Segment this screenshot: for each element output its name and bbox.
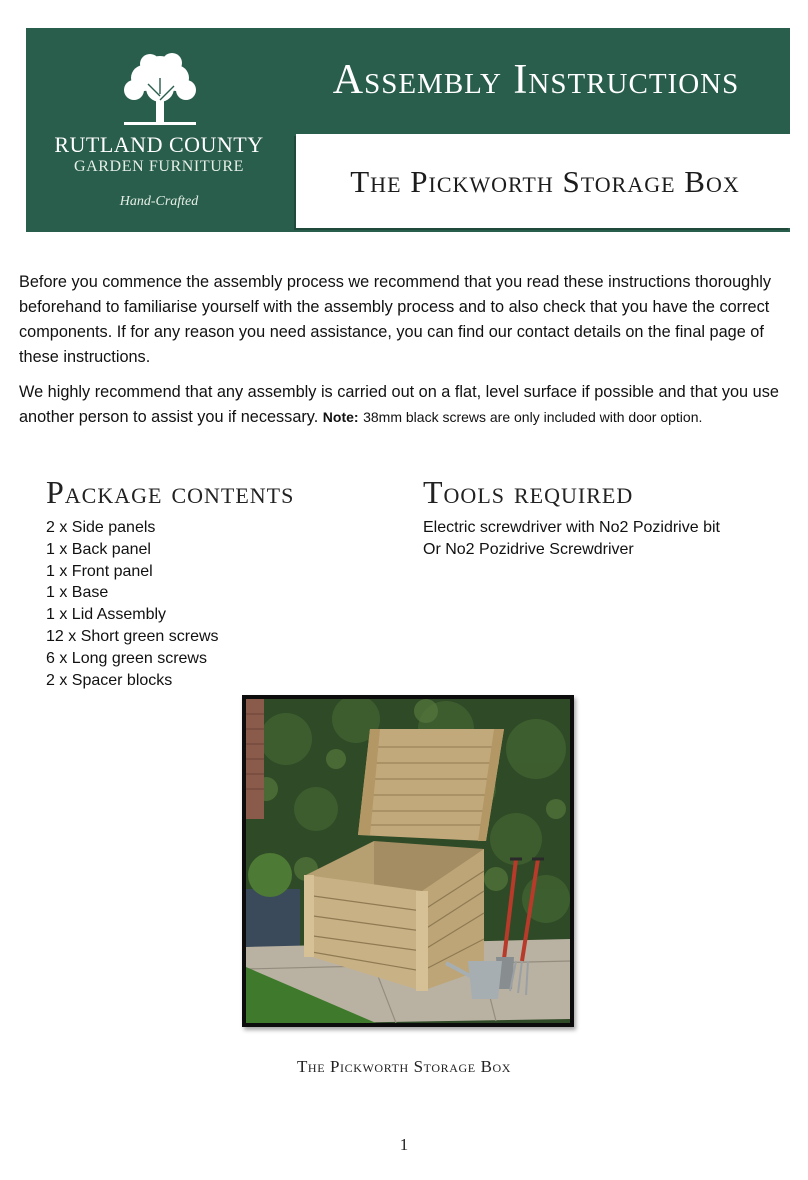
list-item: Electric screwdriver with No2 Pozidrive bit <box>423 519 720 536</box>
intro-section <box>19 270 781 440</box>
list-item: 12 x Short green screws <box>46 627 219 645</box>
brand-tagline: Hand-Crafted <box>119 194 199 209</box>
intro-paragraph-1: Before you commence the assembly process we recommend that you read these instructions thoroughly beforehand to familiarise yourself with the assembly process and to also check that you have the correct components. If for any reason you need assistance, you can find our contact details on the final page of these instructions. <box>19 273 772 366</box>
photo-caption: The Pickworth Storage Box <box>296 1057 512 1076</box>
list-item: 1 x Base <box>46 584 109 602</box>
storage-box-illustration <box>246 699 570 1023</box>
page-number: 1 <box>399 1135 409 1154</box>
subtitle-box <box>296 134 790 228</box>
product-photo <box>242 695 574 1027</box>
header-banner <box>26 28 790 232</box>
package-contents-list <box>46 517 219 691</box>
list-item: 1 x Lid Assembly <box>46 606 167 624</box>
page-title: Assembly Instructions <box>332 57 740 103</box>
list-item: 1 x Back panel <box>46 540 151 558</box>
list-item: Or No2 Pozidrive Screwdriver <box>423 540 634 558</box>
list-item: 2 x Side panels <box>46 519 156 536</box>
tree-icon <box>118 50 202 130</box>
note-text: 38mm black screws are only included with door option. <box>363 409 703 425</box>
brand-name: RUTLAND COUNTY <box>54 132 264 157</box>
tools-required-list <box>423 517 720 561</box>
tools-required-heading: Tools required <box>423 474 634 510</box>
package-contents-heading: Package contents <box>46 474 295 510</box>
product-title: The Pickworth Storage Box <box>350 164 740 199</box>
intro-paragraph-2 <box>19 380 781 430</box>
note-label: Note: <box>322 409 359 425</box>
intro-paragraph-2-text: We highly recommend that any assembly is carried out on a flat, level surface if possible and that you use another person to assist you if necessary. <box>19 383 779 426</box>
brand-subname: GARDEN FURNITURE <box>73 158 245 175</box>
list-item: 6 x Long green screws <box>46 649 207 667</box>
list-item: 1 x Front panel <box>46 562 153 580</box>
list-item: 2 x Spacer blocks <box>46 671 173 689</box>
